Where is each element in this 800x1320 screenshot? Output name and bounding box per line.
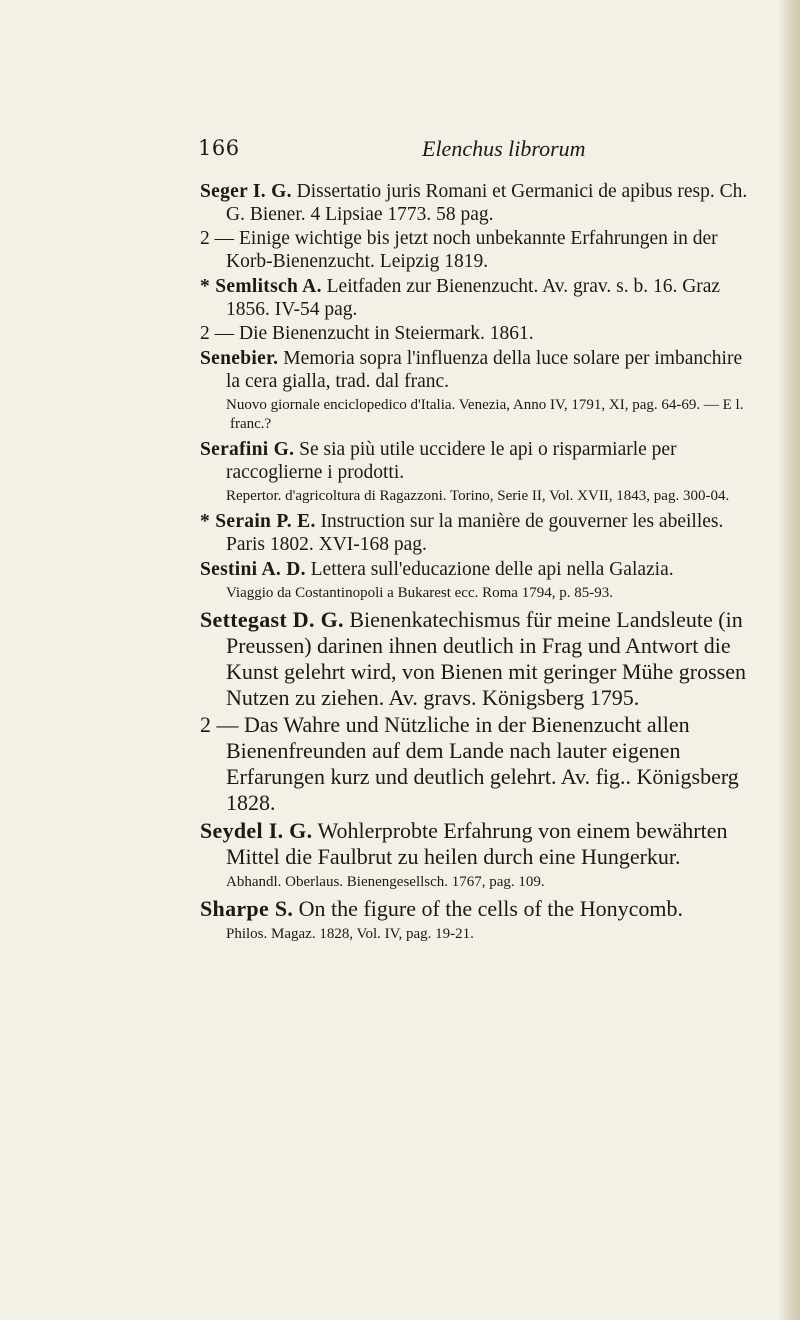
- entry-text: Dissertatio juris Romani et Germanici de apibus resp. Ch. G. Biener. 4 Lipsiae 1773. 58 pag.: [226, 181, 748, 225]
- entry-author: Serafini G.: [200, 439, 295, 460]
- entry-sub-item: 2 — Die Bienenzucht in Steiermark. 1861.: [200, 323, 534, 344]
- entry-text: Leitfaden zur Bienenzucht. Av. grav. s. b. 16. Graz 1856. IV-54 pag.: [226, 276, 721, 320]
- entry-source: Repertor. d'agricoltura di Ragazzoni. Torino, Serie II, Vol. XVII, 1843, pag. 300-04.: [226, 488, 730, 504]
- bibliography-entry: [200, 180, 755, 273]
- entry-author: Senebier.: [200, 348, 279, 369]
- page-header: [198, 136, 758, 168]
- bibliography-entry: [200, 438, 755, 506]
- entry-author: Settegast D. G.: [200, 607, 344, 632]
- entry-text: Memoria sopra l'influenza della luce solare per imbanchire la cera gialla, trad. dal franc.: [226, 348, 743, 392]
- entry-author: Seger I. G.: [200, 181, 292, 202]
- bibliography-entry: [200, 347, 755, 434]
- entry-text: Se sia più utile uccidere le api o risparmiarle per raccoglierne i prodotti.: [226, 439, 677, 483]
- entry-sub-item: 2 — Das Wahre und Nützliche in der Bienenzucht allen Bienenfreunden auf dem Lande nach lauter eigenen Erfarungen kurz und deutlich gelehrt. Av. fig.. Königsberg 1828.: [200, 712, 739, 815]
- page-edge-shadow: [778, 0, 800, 1320]
- page-number: 166: [198, 136, 240, 160]
- bibliography-entry: [200, 558, 755, 603]
- bibliography-entry: [200, 607, 755, 816]
- entry-author: Sestini A. D.: [200, 559, 306, 580]
- entry-author: * Serain P. E.: [200, 511, 316, 532]
- entry-text: Bienenkatechismus für meine Landsleute (in Preussen) darinen ihnen deutlich in Frag und Antwort die Kunst gelehrt wird, von Bienen mit geringer Mühe grossen Nutzen zu ziehen. Av. gravs. Königsberg 1795.: [226, 607, 746, 710]
- bibliography-entry: [200, 275, 755, 345]
- entry-author: * Semlitsch A.: [200, 276, 322, 297]
- entry-text: Instruction sur la manière de gouverner les abeilles. Paris 1802. XVI-168 pag.: [226, 511, 724, 555]
- bibliography-entry: [200, 896, 755, 944]
- entry-text: Wohlerprobte Erfahrung von einem bewährten Mittel die Faulbrut zu heilen durch eine Hungerkur.: [226, 818, 728, 869]
- entry-author: Seydel I. G.: [200, 818, 313, 843]
- entry-sub-item: 2 — Einige wichtige bis jetzt noch unbekannte Erfahrungen in der Korb-Bienenzucht. Leipzig 1819.: [200, 228, 718, 272]
- entry-text: Lettera sull'educazione delle api nella Galazia.: [310, 559, 674, 580]
- bibliography-list: [200, 180, 755, 948]
- entry-text: On the figure of the cells of the Honycomb.: [298, 896, 683, 921]
- bibliography-entry: [200, 818, 755, 892]
- entry-source: Nuovo giornale enciclopedico d'Italia. Venezia, Anno IV, 1791, XI, pag. 64-69. — E l. franc.?: [226, 397, 744, 432]
- entry-source: Abhandl. Oberlaus. Bienengesellsch. 1767, pag. 109.: [226, 874, 545, 890]
- bibliography-entry: [200, 510, 755, 556]
- entry-author: Sharpe S.: [200, 896, 294, 921]
- running-title: Elenchus librorum: [422, 136, 586, 161]
- entry-source: Philos. Magaz. 1828, Vol. IV, pag. 19-21.: [226, 926, 474, 942]
- entry-source: Viaggio da Costantinopoli a Bukarest ecc. Roma 1794, p. 85-93.: [226, 585, 613, 601]
